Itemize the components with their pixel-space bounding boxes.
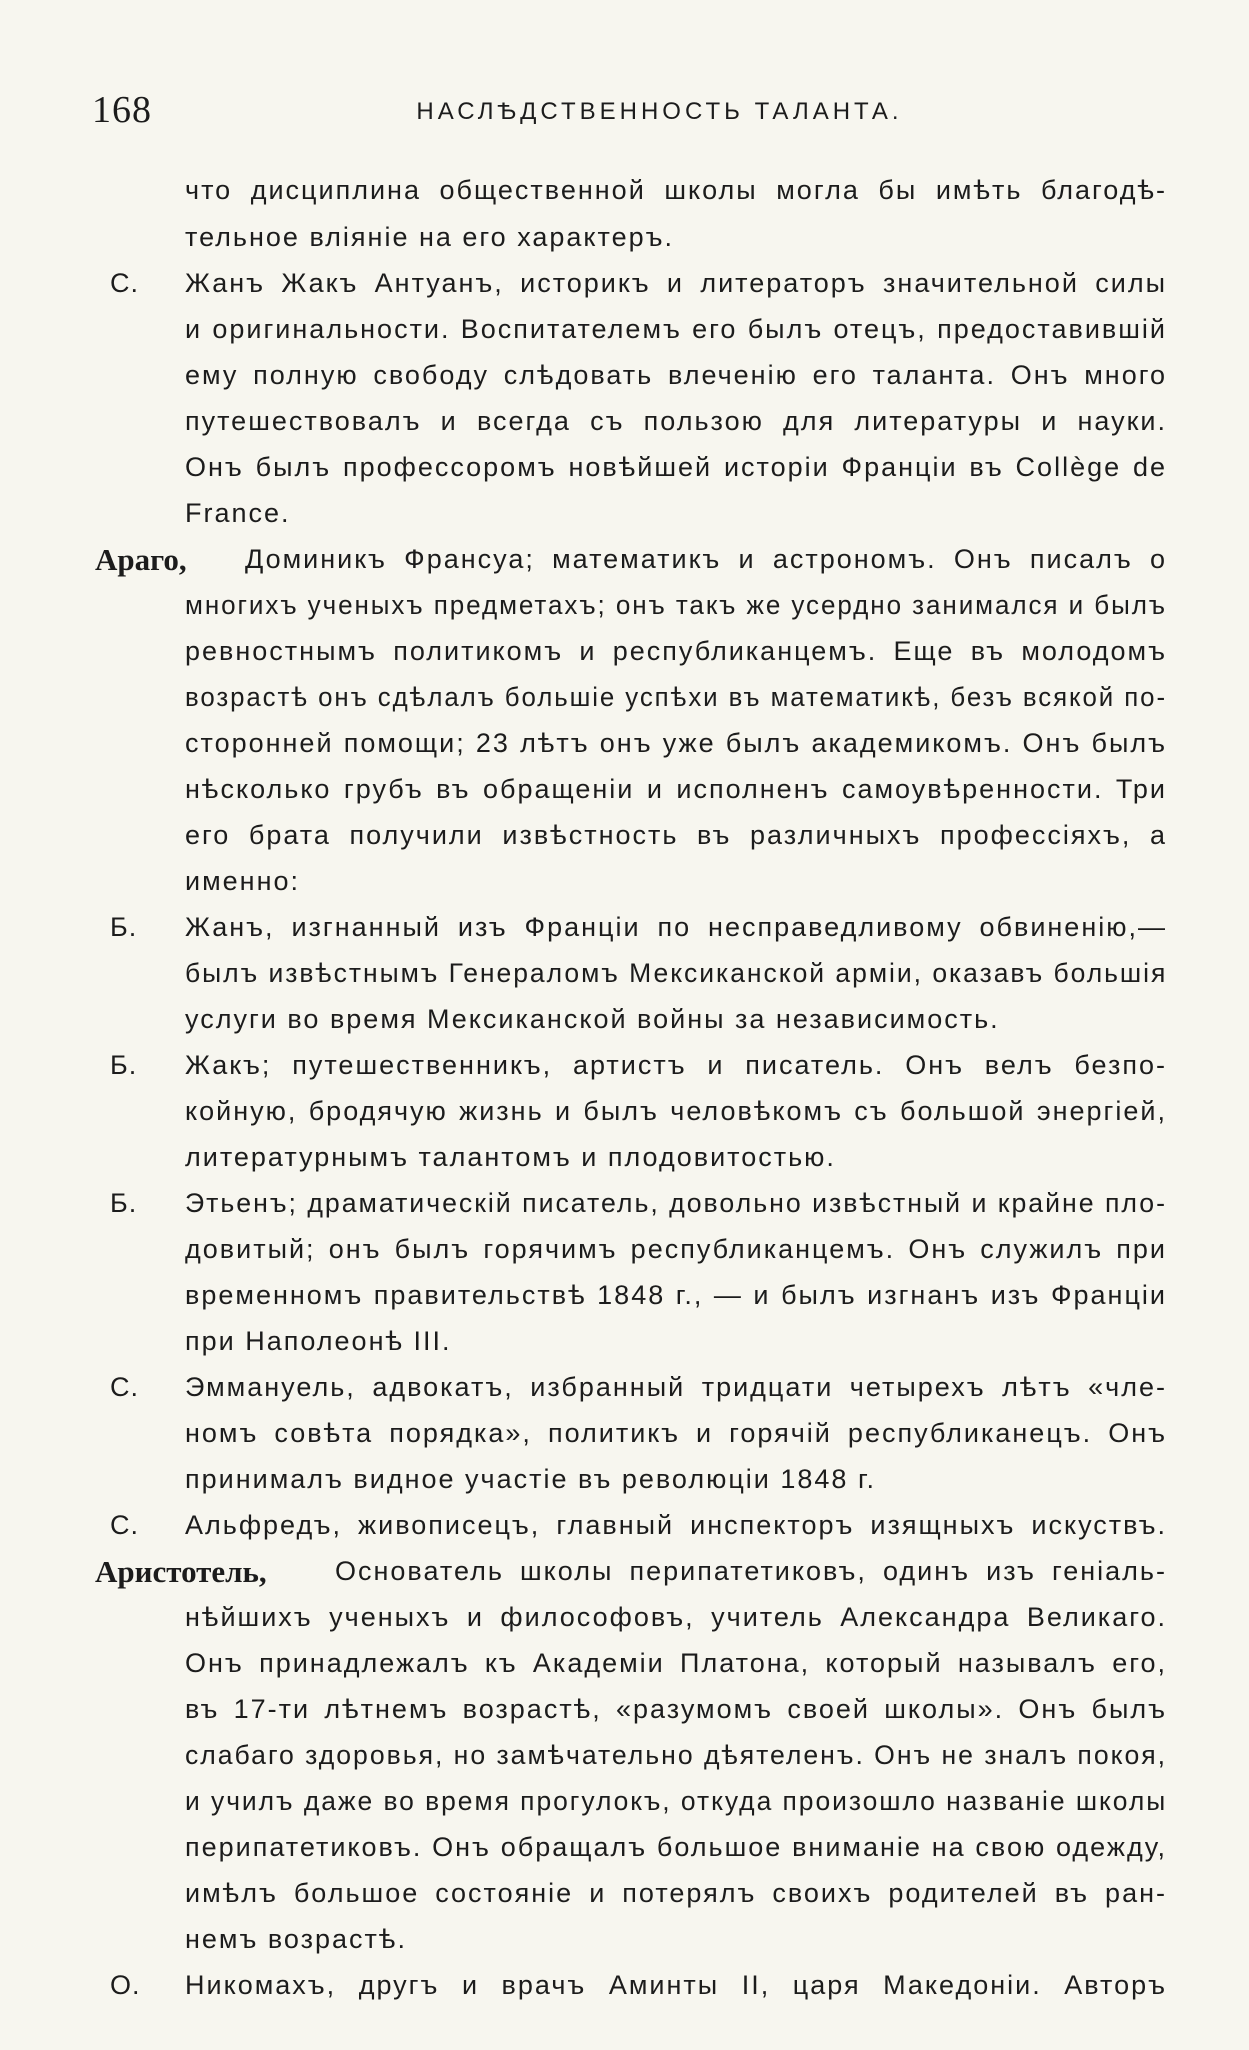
text-line: принималъ видное участіе въ революціи 1848 г. <box>185 1464 877 1494</box>
text-line: ревностнымъ политикомъ и республиканцемъ. Еще въ молодомъ <box>185 636 1167 666</box>
entry-marker: C. <box>110 1510 139 1540</box>
text-line: временномъ правительствѣ 1848 г., — и былъ изгнанъ изъ Франціи <box>185 1280 1167 1310</box>
text-line: нѣсколько грубъ въ обращеніи и исполненъ самоувѣренности. Три <box>185 774 1167 804</box>
text-line: Доминикъ Франсуа; математикъ и астрономъ. Онъ писалъ о <box>245 544 1167 574</box>
entry-marker: Б. <box>110 912 138 942</box>
text-line: именно: <box>185 866 300 896</box>
text-line: Онъ былъ профессоромъ новѣйшей исторіи Франціи въ Collège de <box>185 452 1167 482</box>
text-line: номъ совѣта порядка», политикъ и горячій республиканецъ. Онъ <box>185 1418 1167 1448</box>
headword: Араго, <box>95 542 187 577</box>
text-line: многихъ ученыхъ предметахъ; онъ такъ же усердно занимался и былъ <box>185 590 1168 620</box>
entry-marker: Б. <box>110 1188 138 1218</box>
text-line: Этьенъ; драматическій писатель, довольно извѣстный и крайне пло- <box>185 1188 1167 1218</box>
text-line: услуги во время Мексиканской войны за независимость. <box>185 1004 1000 1034</box>
entry-marker: C. <box>110 268 139 298</box>
text-line: литературнымъ талантомъ и плодовитостью. <box>185 1142 836 1172</box>
text-line: перипатетиковъ. Онъ обращалъ большое вниманіе на свою одежду, <box>185 1832 1167 1862</box>
text-line: и училъ даже во время прогулокъ, откуда произошло названіе школы <box>185 1786 1168 1816</box>
text-line: и оригинальности. Воспитателемъ его былъ отецъ, предоставившій <box>185 314 1167 344</box>
text-line: Жакъ; путешественникъ, артистъ и писатель. Онъ велъ безпо- <box>185 1050 1167 1080</box>
text-line: слабаго здоровья, но замѣчательно дѣятеленъ. Онъ не зналъ покоя, <box>185 1740 1168 1770</box>
text-line: Эммануель, адвокатъ, избранный тридцати четырехъ лѣтъ «чле- <box>185 1372 1167 1402</box>
entry-marker: O. <box>110 1970 141 2000</box>
text-line: койную, бродячую жизнь и былъ человѣкомъ съ большой энергіей, <box>185 1096 1167 1126</box>
page-number: 168 <box>92 89 152 131</box>
headword: Аристотель, <box>95 1554 267 1589</box>
page-header <box>92 88 1167 138</box>
text-line: Альфредъ, живописецъ, главный инспекторъ изящныхъ искуствъ. <box>185 1510 1167 1540</box>
text-line: Основатель школы перипатетиковъ, одинъ изъ геніаль- <box>335 1556 1167 1586</box>
text-line: что дисциплина общественной школы могла бы имѣть благодѣ- <box>185 175 1167 205</box>
running-title: НАСЛѢДСТВЕННОСТЬ ТАЛАНТА. <box>416 98 903 125</box>
text-line: ему полную свободу слѣдовать влеченію его таланта. Онъ много <box>185 360 1167 390</box>
text-line: немъ возрастѣ. <box>185 1924 407 1954</box>
text-line: былъ извѣстнымъ Генераломъ Мексиканской арміи, оказавъ большія <box>185 958 1168 988</box>
text-line: Онъ принадлежалъ къ Академіи Платона, который называлъ его, <box>185 1648 1167 1678</box>
entry-marker: C. <box>110 1372 139 1402</box>
text-line: при Наполеонѣ III. <box>185 1326 452 1356</box>
text-line: Жанъ Жакъ Антуанъ, историкъ и литераторъ значительной силы <box>185 268 1167 298</box>
text-line: его брата получили извѣстность въ различныхъ профессіяхъ, а <box>185 820 1167 850</box>
text-line: возрастѣ онъ сдѣлалъ большіе успѣхи въ математикѣ, безъ всякой по- <box>185 682 1167 712</box>
text-line: путешествовалъ и всегда съ пользою для литературы и науки. <box>185 406 1167 436</box>
text-line: Никомахъ, другъ и врачъ Аминты II, царя Македоніи. Авторъ <box>185 1970 1167 2000</box>
text-line: тельное вліяніе на его характеръ. <box>185 222 675 252</box>
text-line: въ 17-ти лѣтнемъ возрастѣ, «разумомъ своей школы». Онъ былъ <box>185 1694 1167 1724</box>
text-line: довитый; онъ былъ горячимъ республиканцемъ. Онъ служилъ при <box>185 1234 1167 1264</box>
text-line: France. <box>185 498 291 528</box>
text-line: Жанъ, изгнанный изъ Франціи по несправедливому обвиненію,— <box>185 912 1167 942</box>
text-line: нѣйшихъ ученыхъ и философовъ, учитель Александра Великаго. <box>185 1602 1167 1632</box>
entry-marker: Б. <box>110 1050 138 1080</box>
text-line: сторонней помощи; 23 лѣтъ онъ уже былъ академикомъ. Онъ былъ <box>185 728 1167 758</box>
text-line: имѣлъ большое состояніе и потерялъ своихъ родителей въ ран- <box>185 1878 1167 1908</box>
